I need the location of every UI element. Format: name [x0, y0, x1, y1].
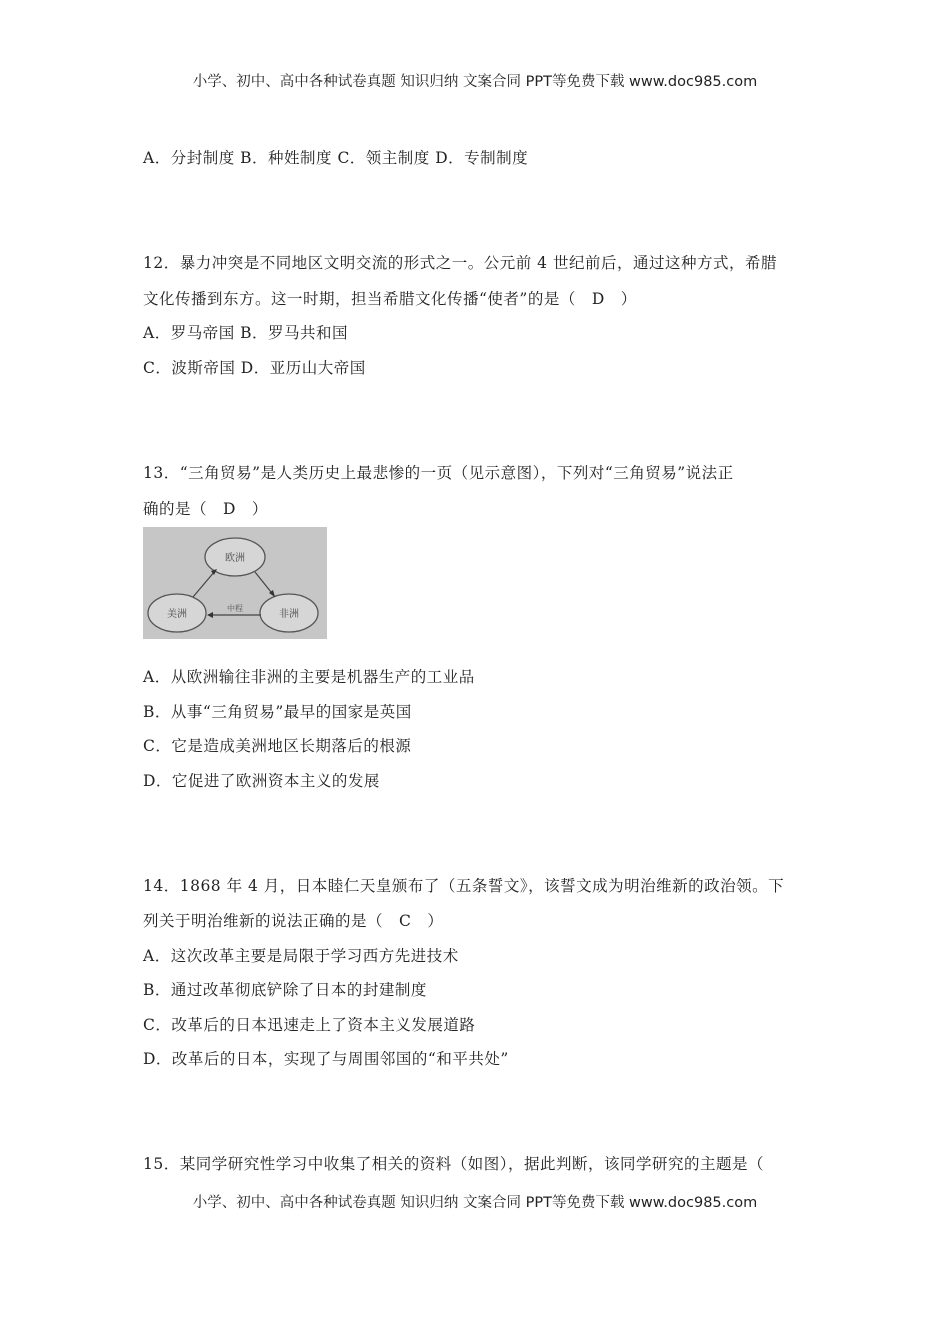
q11-options: A．分封制度 B．种姓制度 C．领主制度 D．专制制度: [143, 149, 529, 167]
middle-passage-label: 中程: [227, 604, 243, 613]
q13-stem-line-2: 确的是（ D ）: [143, 500, 268, 518]
q14-option-c: C．改革后的日本迅速走上了资本主义发展道路: [143, 1016, 476, 1034]
q12-options-ab: A．罗马帝国 B．罗马共和国: [143, 324, 349, 342]
europe-label: 欧洲: [225, 553, 245, 564]
triangle-trade-svg: [143, 527, 327, 639]
page-footer: 小学、初中、高中各种试卷真题 知识归纳 文案合同 PPT等免费下载 www.doc985.com: [192, 1195, 758, 1211]
page-header: 小学、初中、高中各种试卷真题 知识归纳 文案合同 PPT等免费下载 www.doc985.com: [192, 74, 758, 90]
q13-option-a: A．从欧洲输往非洲的主要是机器生产的工业品: [143, 668, 475, 686]
q13-stem-line-1: 13．“三角贸易”是人类历史上最悲惨的一页（见示意图），下列对“三角贸易”说法正: [143, 464, 734, 482]
q14-option-b: B．通过改革彻底铲除了日本的封建制度: [143, 981, 427, 999]
q13-option-b: B．从事“三角贸易”最早的国家是英国: [143, 703, 412, 721]
q14-stem-line-2: 列关于明治维新的说法正确的是（ C ）: [143, 912, 444, 930]
q14-option-a: A．这次改革主要是局限于学习西方先进技术: [143, 947, 459, 965]
q12-stem-line-1: 12．暴力冲突是不同地区文明交流的形式之一。公元前 4 世纪前后，通过这种方式，希腊: [143, 254, 777, 272]
q14-stem-line-1: 14．1868 年 4 月，日本睦仁天皇颁布了（五条誓文》，该誓文成为明治维新的政治领。下: [143, 877, 785, 895]
q13-option-c: C．它是造成美洲地区长期落后的根源: [143, 737, 412, 755]
q15-stem-line-1: 15．某同学研究性学习中收集了相关的资料（如图），据此判断，该同学研究的主题是（: [143, 1155, 764, 1173]
q13-option-d: D．它促进了欧洲资本主义的发展: [143, 772, 380, 790]
q12-stem-line-2: 文化传播到东方。这一时期，担当希腊文化传播“使者”的是（ D ）: [143, 290, 637, 308]
q14-option-d: D．改革后的日本，实现了与周围邻国的“和平共处”: [143, 1050, 509, 1068]
q12-options-cd: C．波斯帝国 D．亚历山大帝国: [143, 359, 366, 377]
triangle-trade-diagram: [143, 527, 327, 639]
africa-label: 非洲: [279, 609, 299, 620]
america-label: 美洲: [167, 609, 187, 620]
